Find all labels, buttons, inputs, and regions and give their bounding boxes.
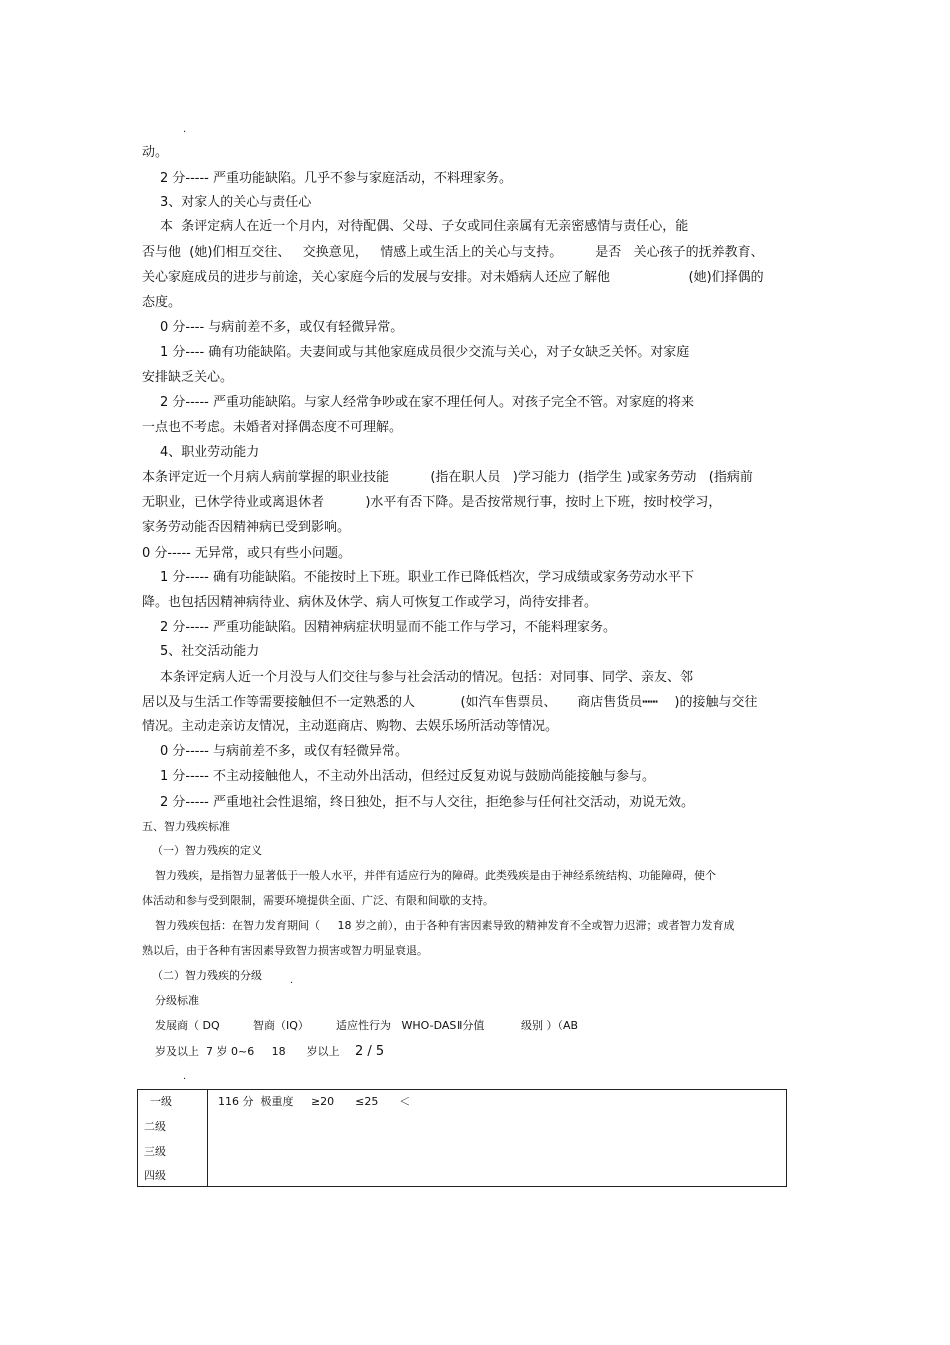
text-line-25: 0 分----- 与病前差不多，或仅有轻微异常。	[160, 744, 408, 759]
text-line-8: 0 分---- 与病前差不多，或仅有轻微异常。	[160, 320, 404, 335]
page-mark-mid: .	[290, 975, 294, 986]
section-heading-intellectual: 五、智力残疾标准	[142, 820, 230, 833]
text-line-4: 本 条评定病人在近一个月内，对待配偶、父母、子女或同住亲属有无亲密感情与责任心，能	[160, 219, 689, 234]
heading-social-ability: 5、社交活动能力	[160, 644, 260, 659]
page-mark-table: .	[183, 1071, 187, 1082]
subheading-definition: （一）智力残疾的定义	[152, 844, 262, 857]
text-line-9: 1 分---- 确有功能缺陷。夫妻间或与其他家庭成员很少交流与关心，对子女缺乏关怀。对家庭	[160, 345, 690, 360]
header-adaptive: 适应性行为 WHO-DAS	[336, 1019, 457, 1032]
text-line-20: 2 分----- 严重功能缺陷。因精神病症状明显而不能工作与学习，不能料理家务。	[160, 620, 616, 635]
grading-table	[137, 1089, 787, 1187]
text-line-2: 2 分----- 严重功能缺陷。几乎不参与家庭活动，不料理家务。	[160, 171, 512, 186]
level-4-label: 四级	[144, 1169, 166, 1182]
text-line-18: 1 分----- 确有功能缺陷。不能按时上下班。职业工作已降低档次，学习成绩或家务劳动水平下	[160, 570, 694, 585]
small-text-2: 体活动和参与受到限制，需要环境提供全面、广泛、有限和间歇的支持。	[142, 894, 494, 907]
text-line-17: 0 分----- 无异常，或只有些小问题。	[142, 546, 351, 561]
small-text-1: 智力残疾，是指智力显著低于一般人水平，并伴有适应行为的障碍。此类残疾是由于神经系统结构、功能障碍，使个	[155, 869, 716, 882]
text-line-16: 家务劳动能否因精神病已受到影响。	[142, 520, 351, 535]
text-line-26: 1 分----- 不主动接触他人，不主动外出活动，但经过反复劝说与鼓励尚能接触与参与。	[160, 769, 655, 784]
header-two-score: Ⅱ分值	[457, 1019, 485, 1032]
text-line-1: 动。	[142, 145, 169, 160]
text-line-12: 一点也不考虑。未婚者对择偶态度不可理解。	[142, 420, 403, 435]
table-divider	[207, 1090, 208, 1186]
text-line-11: 2 分----- 严重功能缺陷。与家人经常争吵或在家不理任何人。对孩子完全不管。对家庭的将来	[160, 395, 694, 410]
header-dq: 发展商（ DQ	[155, 1019, 220, 1032]
heading-work-ability: 4、职业劳动能力	[160, 445, 260, 460]
header-iq: 智商（IQ）	[253, 1019, 309, 1032]
subheading-grading: （二）智力残疾的分级	[152, 969, 262, 982]
first-row-value: 116 分 极重度 ≥20 ≤25 ＜	[218, 1095, 411, 1108]
small-text-4: 熟以后，由于各种有害因素导致智力损害或智力明显衰退。	[142, 944, 428, 957]
text-line-27: 2 分----- 严重地社会性退缩，终日独处，拒不与人交往，拒绝参与任何社交活动，劝说无效。	[160, 795, 694, 810]
text-line-19: 降。也包括因精神病待业、病休及休学、病人可恢复工作或学习，尚待安排者。	[142, 595, 598, 610]
heading-family-care: 3、对家人的关心与责任心	[160, 195, 312, 210]
text-line-6: 关心家庭成员的进步与前途，关心家庭今后的发展与安排。对未婚病人还应了解他 (她)们择偶的	[142, 270, 764, 285]
level-1-label: 一级	[150, 1095, 172, 1108]
page-number: 2 / 5	[355, 1044, 385, 1059]
text-line-22: 本条评定病人近一个月没与人们交往与参与社会活动的情况。包括：对同事、同学、亲友、邻	[160, 670, 694, 685]
text-line-15: 无职业，已休学待业或离退休者 )水平有否下降。是否按常规行事，按时上下班，按时校学习，	[142, 495, 722, 510]
text-line-5: 否与他 (她)们相互交往、 交换意见， 情感上或生活上的关心与支持。 是否 关心孩子的抚养教育、	[142, 245, 764, 260]
header-level: 级别 ）（AB	[521, 1019, 579, 1032]
text-line-23: 居以及与生活工作等需要接触但不一定熟悉的人 (如汽车售票员、 商店售货员┅┅ )的接触与交往	[142, 695, 758, 710]
grading-standard-label: 分级标准	[155, 994, 199, 1007]
age-line: 岁及以上 7 岁 0~6 18 岁以上	[155, 1045, 340, 1058]
page-mark-top: .	[183, 124, 187, 135]
level-2-label: 二级	[144, 1120, 166, 1133]
small-text-3: 智力残疾包括：在智力发育期间（ 18 岁之前），由于各种有害因素导致的精神发育不全或智力迟滞；或者智力发育成	[155, 919, 735, 932]
text-line-7: 态度。	[142, 295, 182, 310]
text-line-14: 本条评定近一个月病人病前掌握的职业技能 (指在职人员 )学习能力 (指学生 )或家务劳动 (指病前	[142, 470, 753, 485]
text-line-24: 情况。主动走亲访友情况，主动逛商店、购物、去娱乐场所活动等情况。	[142, 719, 559, 734]
text-line-10: 安排缺乏关心。	[142, 370, 234, 385]
level-3-label: 三级	[144, 1145, 166, 1158]
